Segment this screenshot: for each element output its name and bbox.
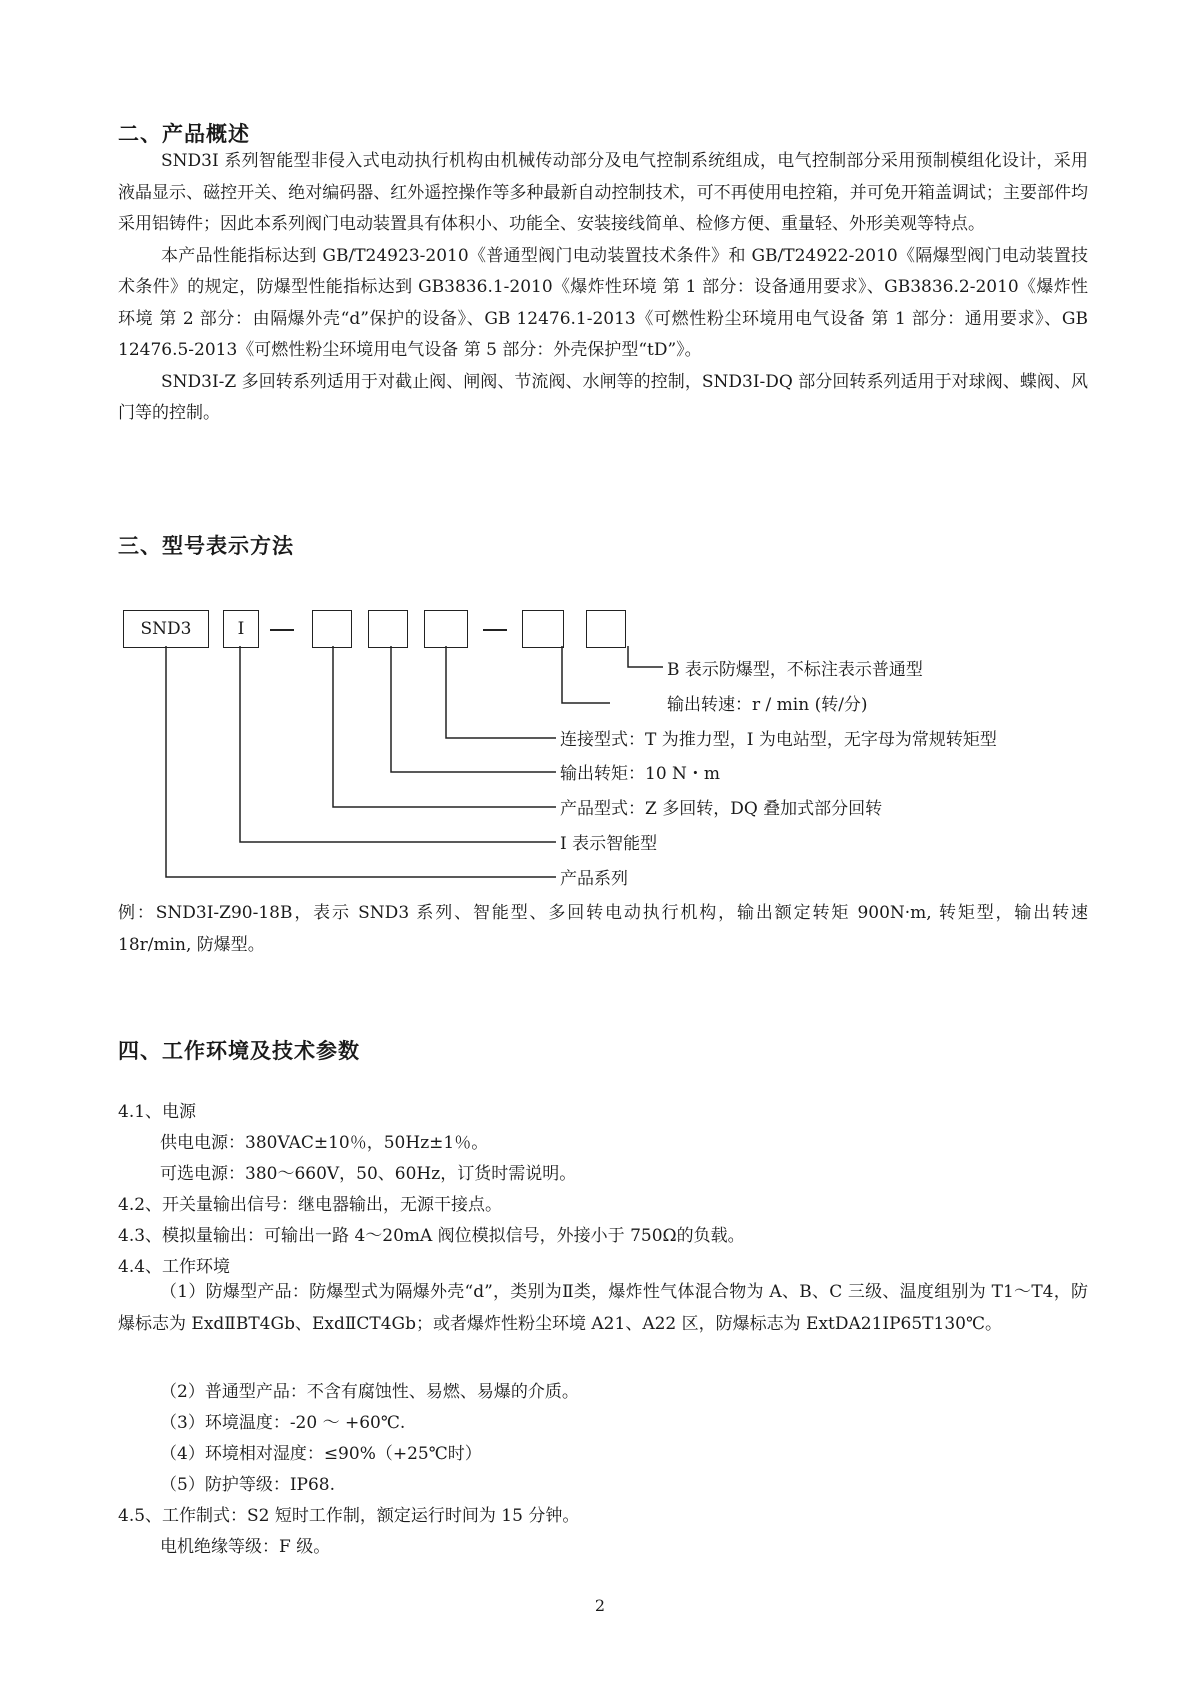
- code-box-speed: [522, 610, 564, 648]
- item-4-3: 4.3、模拟量输出：可输出一路 4～20mA 阀位模拟信号，外接小于 750Ω的负载。: [118, 1226, 745, 1246]
- env-item-3: （3）环境温度：-20 ～ +60℃.: [160, 1413, 406, 1433]
- leader-line: [333, 646, 556, 807]
- code-box-intelligent: I: [223, 610, 259, 648]
- label-series: 产品系列: [560, 869, 628, 889]
- env-item-1: （1）防爆型产品：防爆型式为隔爆外壳“d”，类别为Ⅱ类，爆炸性气体混合物为 A、B、C 三级、温度组别为 T1～T4，防爆标志为 ExdⅡBT4Gb、ExdⅡCT4Gb；或者爆炸性粉尘环境 A21、A22 区，防爆标志为 ExtDA21IP65T130℃。: [118, 1282, 1088, 1334]
- item-4-5: 4.5、工作制式：S2 短时工作制，额定运行时间为 15 分钟。: [118, 1506, 580, 1526]
- leader-line: [446, 646, 556, 738]
- item-4-5-insulation: 电机绝缘等级：F 级。: [160, 1537, 331, 1557]
- code-box-series: SND3: [123, 610, 209, 648]
- section-3-heading: 三、型号表示方法: [118, 534, 294, 558]
- item-4-1-optional: 可选电源：380～660V，50、60Hz，订货时需说明。: [160, 1164, 577, 1184]
- label-connection: 连接型式：T 为推力型，I 为电站型，无字母为常规转矩型: [560, 730, 997, 750]
- label-explosion: B 表示防爆型，不标注表示普通型: [667, 660, 923, 680]
- leader-line: [628, 646, 663, 667]
- item-4-2: 4.2、开关量输出信号：继电器输出，无源干接点。: [118, 1195, 503, 1215]
- label-torque: 输出转矩：10 N・m: [560, 764, 721, 784]
- page-number: 2: [594, 1596, 606, 1615]
- code-box-type: [312, 610, 352, 648]
- section-2-body: [118, 146, 1088, 430]
- code-box-connection: [424, 610, 468, 648]
- label-intelligent: I 表示智能型: [560, 834, 658, 854]
- label-type: 产品型式：Z 多回转，DQ 叠加式部分回转: [560, 799, 883, 819]
- leader-line: [240, 646, 556, 842]
- paragraph: SND3I-Z 多回转系列适用于对截止阀、闸阀、节流阀、水闸等的控制，SND3I-DQ 部分回转系列适用于对球阀、蝶阀、风门等的控制。: [118, 371, 1088, 423]
- model-example: 例：SND3I-Z90-18B，表示 SND3 系列、智能型、多回转电动执行机构，输出额定转矩 900N·m, 转矩型，输出转速 18r/min, 防爆型。: [118, 903, 1088, 955]
- item-4-1: 4.1、电源: [118, 1102, 197, 1122]
- env-item-5: （5）防护等级：IP68.: [160, 1475, 336, 1495]
- item-4-1-supply: 供电电源：380VAC±10％，50Hz±1％。: [160, 1133, 489, 1153]
- paragraph: SND3I 系列智能型非侵入式电动执行机构由机械传动部分及电气控制系统组成，电气控制部分采用预制模组化设计，采用液晶显示、磁控开关、绝对编码器、红外遥控操作等多种最新自动控制技术，可不再使用电控箱，并可免开箱盖调试；主要部件均采用铝铸件；因此本系列阀门电动装置具有体积小、功能全、安装接线简单、检修方便、重量轻、外形美观等特点。: [118, 151, 1088, 234]
- label-speed: 输出转速：r / min (转/分): [667, 695, 868, 715]
- code-box-explosion: [586, 610, 626, 648]
- section-4-heading: 四、工作环境及技术参数: [118, 1039, 360, 1063]
- paragraph: 本产品性能指标达到 GB/T24923-2010《普通型阀门电动装置技术条件》和 GB/T24922-2010《隔爆型阀门电动装置技术条件》的规定，防爆型性能指标达到 GB3836.1-2010《爆炸性环境 第 1 部分：设备通用要求》、GB3836.2-2010《爆炸性环境 第 2 部分：由隔爆外壳“d”保护的设备》、GB 12476.1-2013《可燃性粉尘环境用电气设备 第 1 部分：通用要求》、GB 12476.5-2013《可燃性粉尘环境用电气设备 第 5 部分：外壳保护型“tD”》。: [118, 245, 1088, 360]
- item-4-4: 4.4、工作环境: [118, 1257, 231, 1277]
- env-item-2: （2）普通型产品：不含有腐蚀性、易燃、易爆的介质。: [160, 1382, 579, 1402]
- code-box-torque: [368, 610, 408, 648]
- model-code-diagram: [0, 600, 1200, 900]
- env-item-4: （4）环境相对湿度：≤90%（+25℃时）: [160, 1444, 482, 1464]
- leader-line: [562, 646, 610, 703]
- code-dash: [483, 629, 507, 631]
- code-dash: [270, 629, 294, 631]
- section-2-heading: 二、产品概述: [118, 122, 250, 146]
- leader-line: [391, 646, 556, 772]
